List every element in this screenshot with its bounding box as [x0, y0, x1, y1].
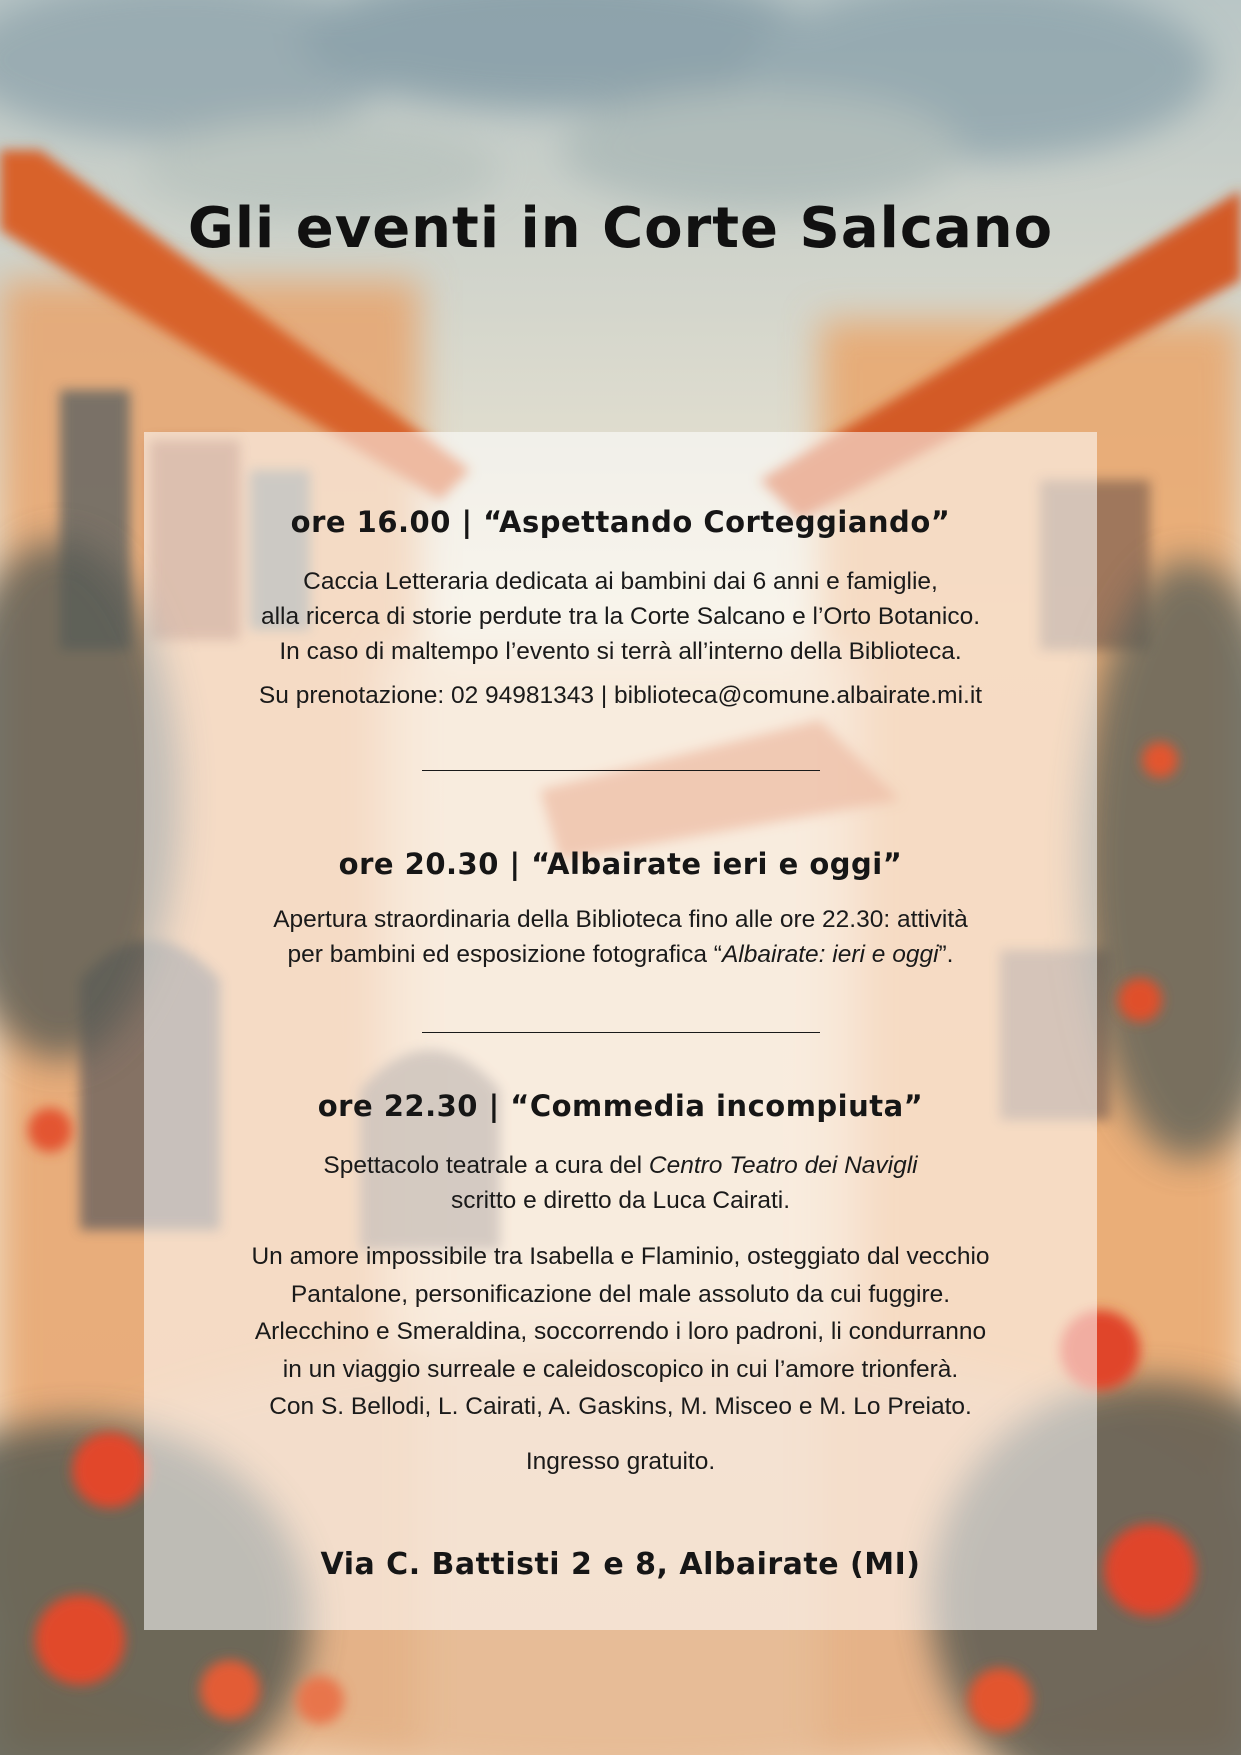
poster-title: Gli eventi in Corte Salcano	[187, 196, 1054, 261]
divider-2	[422, 1032, 820, 1033]
event-3-plot	[144, 1238, 1097, 1426]
event-2-description	[144, 902, 1097, 972]
event-3-line: Spettacolo teatrale a cura del Centro Teatro dei Navigli	[323, 1152, 918, 1179]
event-1-booking: Su prenotazione: 02 94981343 | biblioteca@comune.albairate.mi.it	[258, 682, 983, 709]
event-3-credits	[144, 1148, 1097, 1218]
event-1-line: Caccia Letteraria dedicata ai bambini dai 6 anni e famiglie,	[303, 568, 938, 595]
venue-address: Via C. Battisti 2 e 8, Albairate (MI)	[320, 1547, 921, 1582]
entry-note: Ingresso gratuito.	[525, 1448, 716, 1475]
divider-1	[422, 770, 820, 771]
plot-line: Pantalone, personificazione del male assoluto da cui fuggire.	[290, 1280, 951, 1308]
exhibition-title: Albairate: ieri e oggi	[721, 941, 939, 968]
plot-line: in un viaggio surreale e caleidoscopico in cui l’amore trionferà.	[282, 1355, 959, 1383]
event-2-line: per bambini ed esposizione fotografica “Albairate: ieri e oggi”.	[287, 941, 954, 968]
event-1-heading: ore 16.00 | “Aspettando Corteggiando”	[290, 505, 951, 539]
events-panel	[144, 432, 1097, 1630]
event-1-line: alla ricerca di storie perdute tra la Corte Salcano e l’Orto Botanico.	[260, 603, 981, 630]
event-2-heading: ore 20.30 | “Albairate ieri e oggi”	[338, 847, 903, 881]
event-1-line: In caso di maltempo l’evento si terrà all’interno della Biblioteca.	[279, 638, 962, 665]
event-2-line: Apertura straordinaria della Biblioteca fino alle ore 22.30: attività	[273, 906, 968, 933]
event-3-heading: ore 22.30 | “Commedia incompiuta”	[317, 1089, 924, 1123]
event-3-line: scritto e diretto da Luca Cairati.	[450, 1187, 791, 1214]
theatre-company: Centro Teatro dei Navigli	[648, 1152, 918, 1179]
event-1-description	[144, 564, 1097, 669]
plot-line: Un amore impossibile tra Isabella e Flaminio, osteggiato dal vecchio	[251, 1243, 990, 1270]
plot-line: Arlecchino e Smeraldina, soccorrendo i loro padroni, li condurranno	[254, 1318, 987, 1345]
plot-line: Con S. Bellodi, L. Cairati, A. Gaskins, M. Misceo e M. Lo Preiato.	[269, 1393, 972, 1420]
